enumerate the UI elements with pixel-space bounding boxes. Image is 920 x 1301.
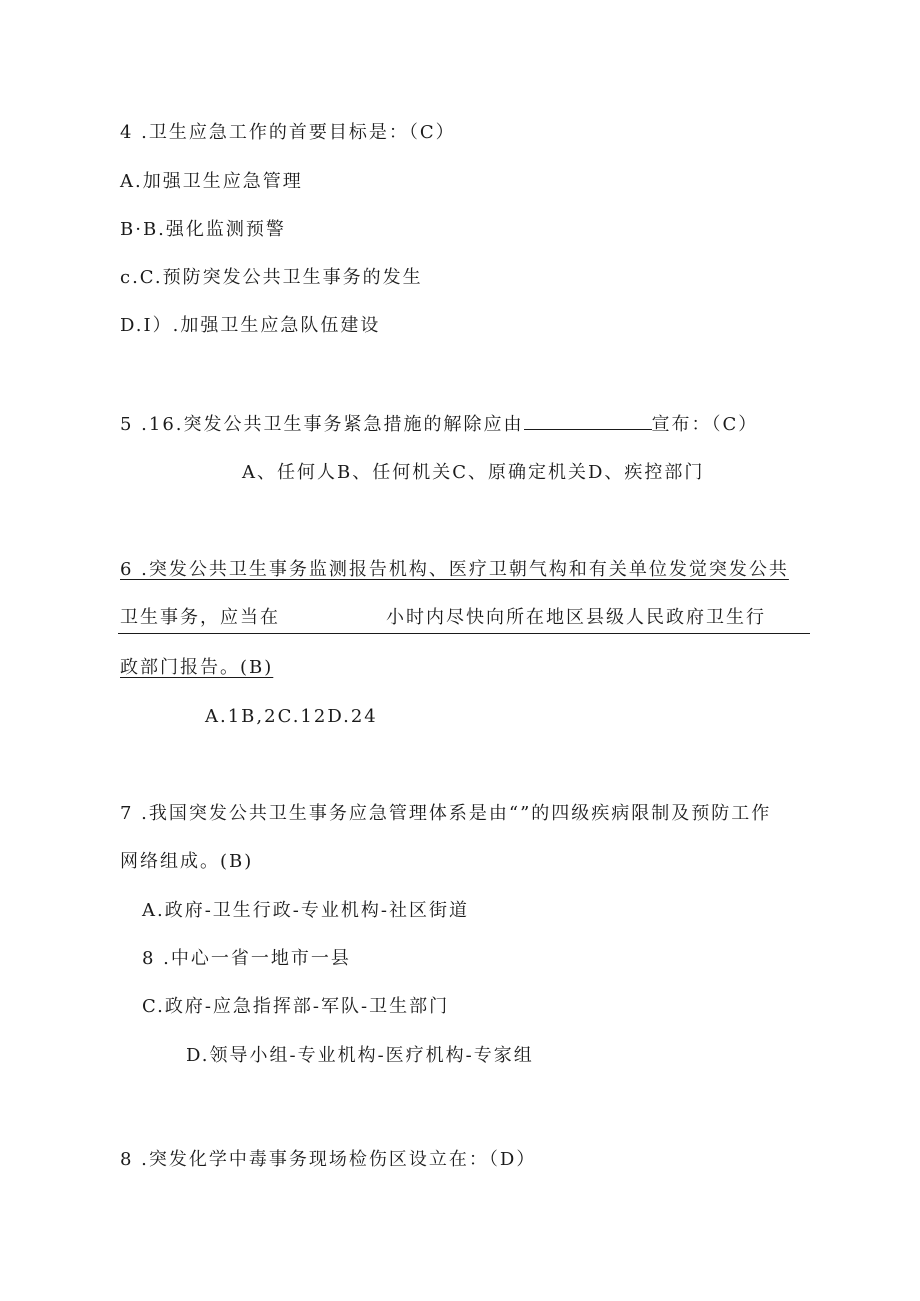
q7-option-d: D.领导小组-专业机构-医疗机构-专家组 — [186, 1045, 534, 1066]
q7-line1: 7 .我国突发公共卫生事务应急管理体系是由“”的四级疾病限制及预防工作 — [120, 803, 772, 824]
q6-line2-after: 小时内尽快向所在地区县级人民政府卫生行 — [386, 607, 766, 628]
q6-line2-before: 卫生事务，应当在 — [120, 607, 280, 628]
q5-options: A、任何人B、任何机关C、原确定机关D、疾控部门 — [242, 462, 705, 483]
q5-stem-before: 5 .16.突发公共卫生事务紧急措施的解除应由 — [120, 414, 524, 435]
q6-line2 — [120, 606, 766, 630]
q6-options: A.1B,2C.12D.24 — [205, 706, 378, 727]
q8-stem: 8 .突发化学中毒事务现场检伤区设立在：（D） — [120, 1149, 537, 1170]
q5-stem — [120, 411, 758, 437]
q4-option-a: A.加强卫生应急管理 — [120, 171, 303, 192]
q4-option-d: D.I）.加强卫生应急队伍建设 — [120, 315, 381, 336]
q7-option-a: A.政府-卫生行政-专业机构-社区街道 — [142, 900, 469, 921]
q6-line1: 6 .突发公共卫生事务监测报告机构、医疗卫朝气构和有关单位发觉突发公共 — [120, 559, 789, 580]
q5-stem-after: 宣布：（C） — [651, 414, 759, 435]
q7-option-c: C.政府-应急指挥部-军队-卫生部门 — [142, 996, 450, 1017]
q4-option-b: B·B.强化监测预警 — [120, 219, 286, 240]
q6-line3: 政部门报告。(B) — [120, 657, 274, 678]
q4-option-c: c.C.预防突发公共卫生事务的发生 — [120, 267, 423, 288]
q5-answer-blank — [524, 411, 652, 430]
q4-stem: 4 .卫生应急工作的首要目标是：（C） — [120, 122, 456, 143]
q6-line2-rule — [118, 633, 810, 634]
q7-line2: 网络组成。(B) — [120, 851, 254, 872]
q7-option-b: 8 .中心一省一地市一县 — [142, 948, 351, 969]
